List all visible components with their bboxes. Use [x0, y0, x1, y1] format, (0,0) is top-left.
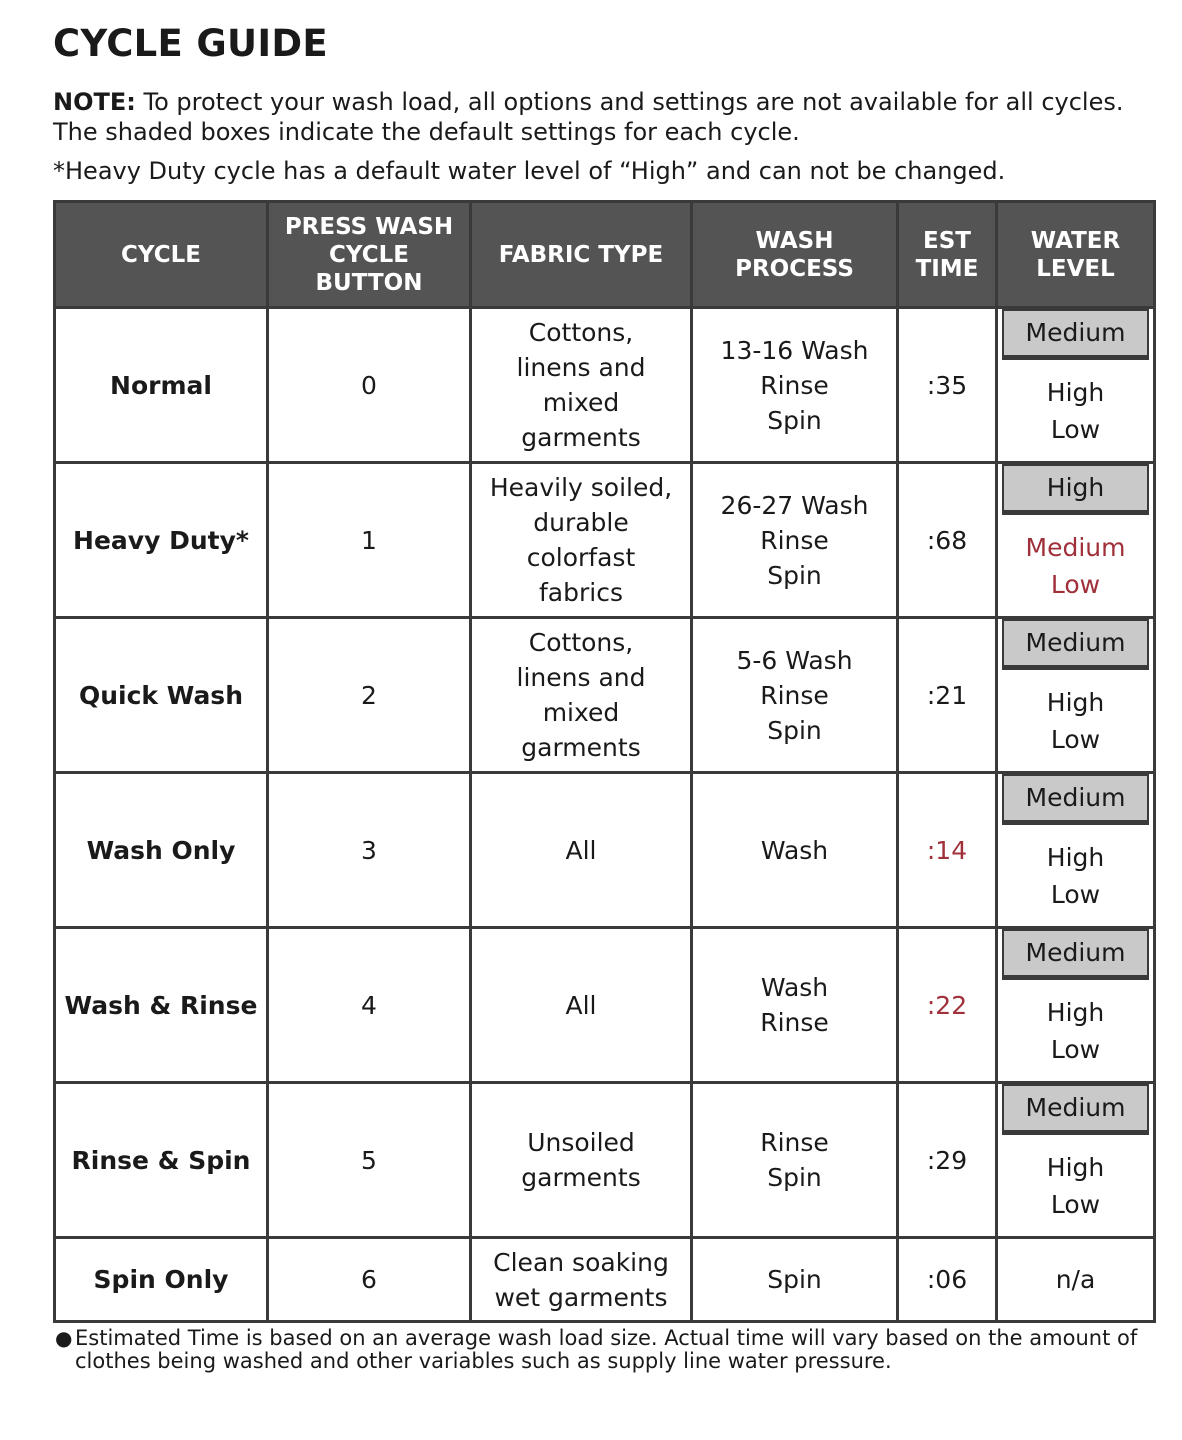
- water-level-cell: [997, 773, 1155, 928]
- water-options: High Low: [1046, 377, 1105, 444]
- fabric-cell: All: [471, 773, 692, 928]
- time-cell: :06: [898, 1238, 997, 1322]
- water-level-cell: [997, 463, 1155, 618]
- cycle-cell: Rinse & Spin: [55, 1083, 268, 1238]
- process-cell: Wash Rinse: [692, 928, 898, 1083]
- water-options: High Low: [1046, 997, 1105, 1064]
- cycle-cell: Wash & Rinse: [55, 928, 268, 1083]
- water-options: High Low: [1046, 687, 1105, 754]
- fabric-cell: Cottons, linens and mixed garments: [471, 308, 692, 463]
- header-water-level: WATER LEVEL: [997, 202, 1155, 308]
- table-row: [55, 1238, 1155, 1322]
- process-cell: 13-16 Wash Rinse Spin: [692, 308, 898, 463]
- fabric-cell: Unsoiled garments: [471, 1083, 692, 1238]
- water-options: High Low: [1046, 842, 1105, 909]
- table-row: [55, 618, 1155, 773]
- process-cell: Rinse Spin: [692, 1083, 898, 1238]
- button-cell: 6: [268, 1238, 471, 1322]
- button-cell: 2: [268, 618, 471, 773]
- water-default-box: Medium: [1002, 774, 1149, 825]
- header-press-wash-cycle-button: PRESS WASH CYCLE BUTTON: [268, 202, 471, 308]
- water-level-cell: [997, 618, 1155, 773]
- header-wash-process: WASH PROCESS: [692, 202, 898, 308]
- time-cell: :29: [898, 1083, 997, 1238]
- button-cell: 0: [268, 308, 471, 463]
- fabric-cell: Clean soaking wet garments: [471, 1238, 692, 1322]
- water-level-cell: [997, 928, 1155, 1083]
- cycle-cell: Heavy Duty*: [55, 463, 268, 618]
- heavy-duty-note: *Heavy Duty cycle has a default water level of “High” and can not be changed.: [53, 157, 1006, 185]
- header-est-time: EST TIME: [898, 202, 997, 308]
- time-cell: :68: [898, 463, 997, 618]
- fabric-cell: Heavily soiled, durable colorfast fabrics: [471, 463, 692, 618]
- button-cell: 4: [268, 928, 471, 1083]
- footnote-text: Estimated Time is based on an average wash load size. Actual time will vary based on the amount of clothes being washed and other variables such as supply line water pressure.: [75, 1326, 1138, 1373]
- time-cell: :21: [898, 618, 997, 773]
- cycle-cell: Quick Wash: [55, 618, 268, 773]
- bullet-icon: ●: [55, 1326, 73, 1350]
- water-default-box: High: [1002, 464, 1149, 515]
- time-cell: :22: [898, 928, 997, 1083]
- process-cell: Spin: [692, 1238, 898, 1322]
- process-cell: Wash: [692, 773, 898, 928]
- table-row: [55, 308, 1155, 463]
- cycle-cell: Spin Only: [55, 1238, 268, 1322]
- button-cell: 3: [268, 773, 471, 928]
- table-header-row: [55, 202, 1155, 308]
- note-paragraph: [53, 87, 1143, 147]
- cycle-guide-table: [53, 200, 1156, 1323]
- time-cell: :14: [898, 773, 997, 928]
- table-row: [55, 463, 1155, 618]
- water-options: Medium Low: [1025, 532, 1126, 599]
- table-row: [55, 928, 1155, 1083]
- page-title: CYCLE GUIDE: [53, 22, 328, 65]
- cycle-cell: Wash Only: [55, 773, 268, 928]
- water-level-cell: [997, 1083, 1155, 1238]
- note-label: NOTE:: [53, 88, 136, 116]
- process-cell: 5-6 Wash Rinse Spin: [692, 618, 898, 773]
- process-cell: 26-27 Wash Rinse Spin: [692, 463, 898, 618]
- header-fabric-type: FABRIC TYPE: [471, 202, 692, 308]
- note-text: To protect your wash load, all options and settings are not available for all cycles. The shaded boxes indicate the default settings for each cycle.: [53, 88, 1124, 146]
- table-row: [55, 1083, 1155, 1238]
- button-cell: 1: [268, 463, 471, 618]
- water-default-box: Medium: [1002, 929, 1149, 980]
- water-level-cell: [997, 308, 1155, 463]
- water-default-box: Medium: [1002, 619, 1149, 670]
- footnote: [55, 1327, 1155, 1373]
- cycle-cell: Normal: [55, 308, 268, 463]
- water-default-box: Medium: [1002, 309, 1149, 360]
- header-cycle: CYCLE: [55, 202, 268, 308]
- water-level-cell: n/a: [997, 1238, 1155, 1322]
- time-cell: :35: [898, 308, 997, 463]
- button-cell: 5: [268, 1083, 471, 1238]
- water-options: High Low: [1046, 1152, 1105, 1219]
- fabric-cell: Cottons, linens and mixed garments: [471, 618, 692, 773]
- water-default-box: Medium: [1002, 1084, 1149, 1135]
- fabric-cell: All: [471, 928, 692, 1083]
- table-row: [55, 773, 1155, 928]
